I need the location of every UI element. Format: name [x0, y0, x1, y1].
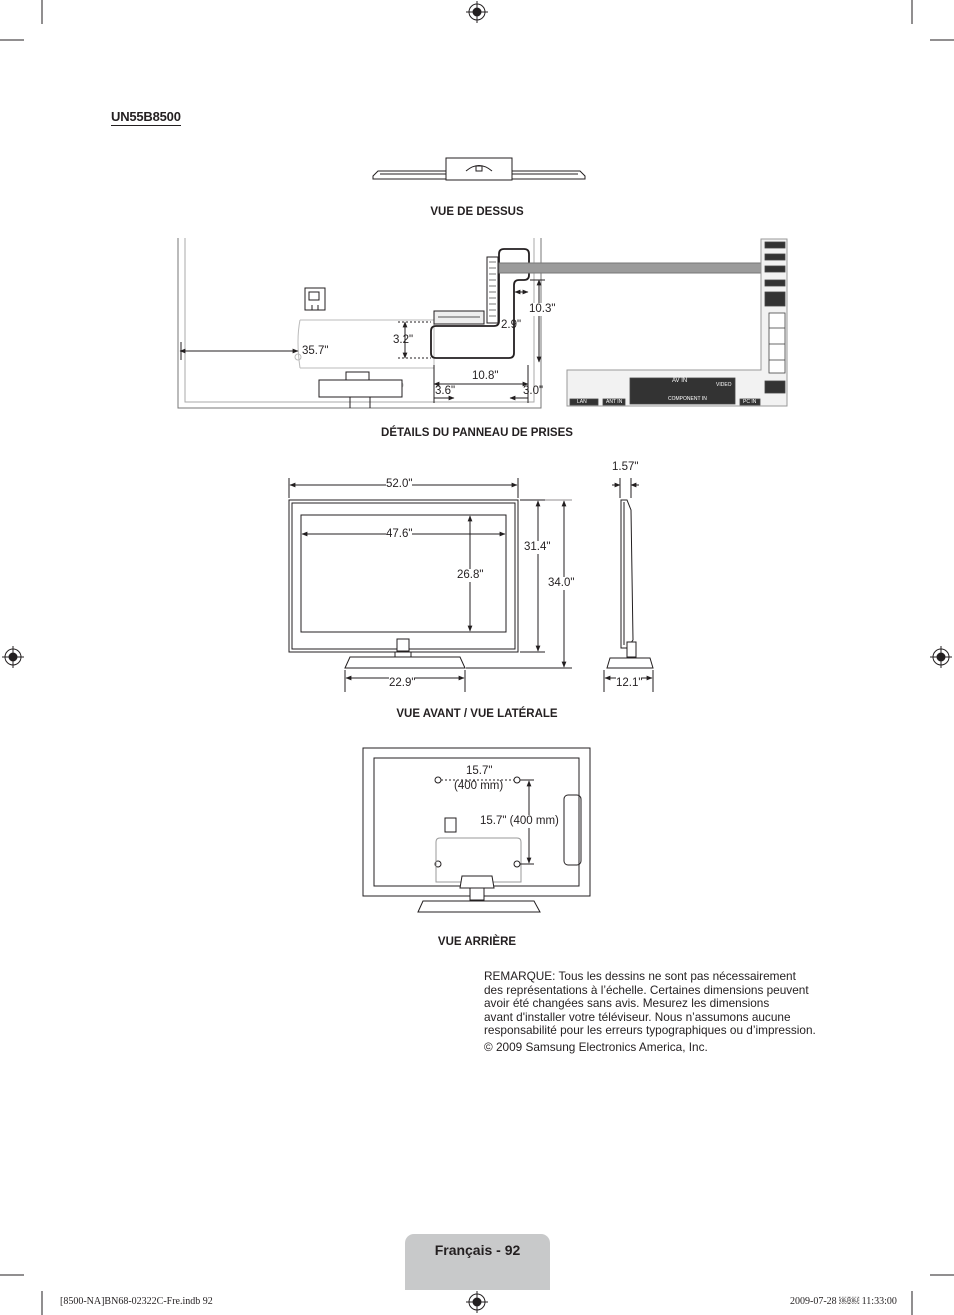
note-line: responsabilité pour les erreurs typographiques ou d’impression. [484, 1023, 816, 1038]
dim-height-no-stand: 31.4" [524, 541, 551, 553]
top-view-drawing [373, 158, 585, 180]
label-ant-in: ANT IN [606, 399, 623, 405]
dim-3-6: 3.6" [435, 385, 456, 397]
dim-width: 52.0" [386, 478, 413, 490]
footer-date: 2009-07-28 ￼￼ 11:33:00 [790, 1296, 897, 1307]
note-line: avoir été changées sans avis. Mesurez les dimensions [484, 996, 770, 1011]
side-view-drawing [604, 478, 653, 692]
dim-depth: 1.57" [612, 461, 639, 473]
dim-screen-width: 47.6" [386, 528, 413, 540]
caption-front-side-view: VUE AVANT / VUE LATÉRALE [396, 708, 558, 720]
dim-2-9: 2.9" [501, 319, 522, 331]
note-line: avant d'installer votre téléviseur. Nous n’assumons aucune [484, 1009, 791, 1024]
dim-vesa-horizontal-mm: (400 mm) [454, 780, 504, 792]
note-line: des représentations à l’échelle. Certaines dimensions peuvent [484, 982, 809, 997]
label-av-in: AV IN [672, 378, 688, 384]
label-video: VIDEO [716, 382, 732, 388]
caption-top-view: VUE DE DESSUS [430, 206, 524, 218]
dim-vesa-vertical: 15.7" (400 mm) [480, 815, 559, 827]
footer-file: [8500-NA]BN68-02322C-Fre.indb 92 [60, 1296, 213, 1307]
model-number: UN55B8500 [111, 109, 181, 124]
dim-3-2: 3.2" [393, 334, 414, 346]
caption-jack-panel: DÉTAILS DU PANNEAU DE PRISES [381, 427, 573, 439]
note-line: REMARQUE: Tous les dessins ne sont pas nécessairement [484, 969, 796, 983]
dim-screen-height: 26.8" [457, 569, 484, 581]
dim-stand-depth: 12.1" [616, 677, 643, 689]
remark-note [484, 970, 834, 1055]
caption-rear-view: VUE ARRIÈRE [437, 936, 517, 948]
dim-height-with-stand: 34.0" [548, 577, 575, 589]
label-component-in: COMPONENT IN [668, 396, 707, 402]
copyright: © 2009 Samsung Electronics America, Inc. [484, 1039, 708, 1054]
page-number: Français - 92 [434, 1242, 521, 1258]
front-view-drawing [289, 478, 575, 692]
dim-stand-width: 22.9" [389, 677, 416, 689]
dim-10-8: 10.8" [472, 370, 499, 382]
dim-3-0: 3.0" [523, 385, 544, 397]
registration-mark-icon [2, 1, 952, 1313]
dim-vesa-horizontal: 15.7" [466, 765, 493, 777]
label-lan: LAN [577, 399, 587, 405]
label-pc-in: PC IN [743, 399, 757, 405]
dim-35-7: 35.7" [302, 345, 329, 357]
dim-10-3: 10.3" [529, 303, 556, 315]
